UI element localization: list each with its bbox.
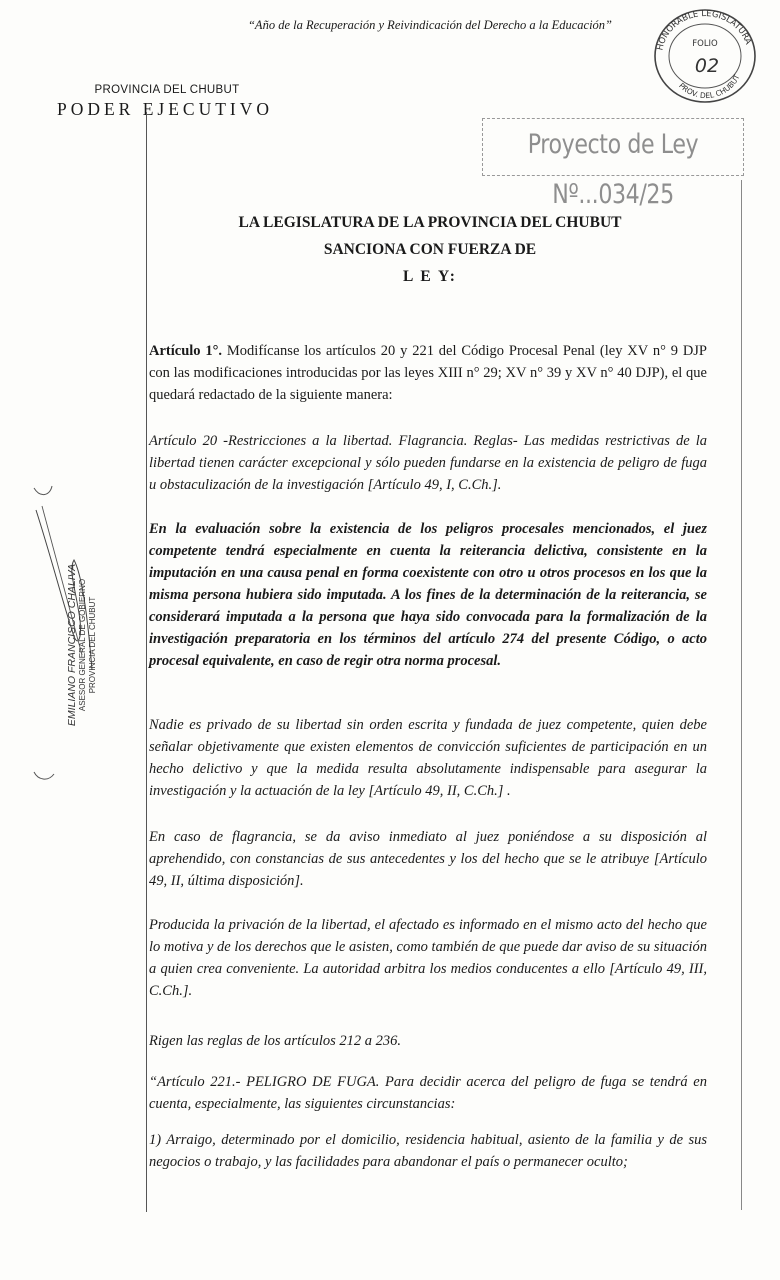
article-1-label: Artículo 1°. [149,343,223,359]
seal-folio-label: FOLIO [692,39,718,49]
article-1-paragraph [149,340,707,406]
title-line-2: SANCIONA CON FUERZA DE [323,241,537,258]
title-line-3: L E Y: [403,268,457,285]
paragraph-privation-order: Nadie es privado de su libertad sin orden escrita y fundada de juez competente, quien debe señalar objetivamente que existen elementos de convicción suficientes de participación en un hecho delictivo y que la medida resulta absolutamente indispensable para asegurar la investigación y la actuación de la ley [Artículo 49, II, C.Ch.] . [149,717,707,799]
article-221-item-1: 1) Arraigo, determinado por el domicilio, residencia habitual, asiento de la familia y de sus negocios o trabajo, y las facilidades para abandonar el país o permanecer oculto; [149,1132,707,1170]
article-1-text: Modifícanse los artículos 20 y 221 del Código Procesal Penal (ley XV n° 9 DJP con las modificaciones introducidas por las leyes XIII n° 29; XV n° 39 y XV n° 40 DJP), el que quedará redactado de la siguiente manera: [149,343,707,403]
signature-block [22,480,142,810]
signatory-name: EMILIANO FRANCISCO CHALIVA [66,563,78,727]
seal-folio-number: 02 [694,55,720,77]
signatory-role: ASESOR GENERAL DE GOBIERNO [78,578,87,712]
legislature-seal [650,6,760,106]
paragraph-informed-rights: Producida la privación de la libertad, el afectado es informado en el mismo acto del hecho que lo motiva y de los derechos que le asisten, como también de que puede dar aviso de su situación a quien crea conveniente. La autoridad arbitra los medios conducentes a ello [Artículo 49, III, C.Ch.]. [149,917,708,999]
article-221-intro: “Artículo 221.- PELIGRO DE FUGA. Para decidir acerca del peligro de fuga se tendrá en cuenta, especialmente, las siguientes circunstancias: [149,1074,707,1112]
motto-line: “Año de la Recuperación y Reivindicación del Derecho a la Educación” [247,18,612,32]
article-20-intro: Artículo 20 -Restricciones a la libertad. Flagrancia. Reglas- Las medidas restrictivas de la libertad tienen carácter excepcional y sólo pueden fundarse en la existencia de peligro de fuga u obstaculización de la investigación [Artículo 49, I, C.Ch.]. [149,433,707,493]
bill-stamp-text: Proyecto de Ley Nº...034/25 [527,129,699,210]
seal-bottom-text: PROV. DEL CHUBUT [677,73,742,101]
province-label: PROVINCIA DEL CHUBUT [94,84,240,96]
signatory-province: PROVINCIA DEL CHUBUT [88,596,97,694]
left-margin-rule [146,112,147,1212]
paragraph-flagrancia: En caso de flagrancia, se da aviso inmediato al juez poniéndose a su disposición al aprehendido, con constancias de sus antecedentes y los del hecho que se le atribuye [Artículo 49, II, última disposición]. [149,829,707,889]
seal-top-text: HONORABLE LEGISLATURA [655,8,753,52]
title-line-1: LA LEGISLATURA DE LA PROVINCIA DEL CHUBUT [238,214,622,231]
branch-label: PODER EJECUTIVO [56,99,274,119]
right-margin-rule [741,180,742,1210]
reiterancia-paragraph: En la evaluación sobre la existencia de los peligros procesales mencionados, el juez competente tendrá especialmente en cuenta la reiterancia delictiva, consistente en la imputación en una causa penal en forma coexistente con otro u otros procesos en los que la misma persona hubiera sido imputada. A los fines de la determinación de la reiterancia, se considerará imputada a la persona que haya sido convocada para la formalización de la investigación preparatoria en los términos del artículo 274 del presente Código, o acto procesal equivalente, en caso de regir otra norma procesal. [149,521,707,669]
paragraph-rules-reference: Rigen las reglas de los artículos 212 a 236. [149,1033,401,1049]
signature-stamp [66,564,98,726]
